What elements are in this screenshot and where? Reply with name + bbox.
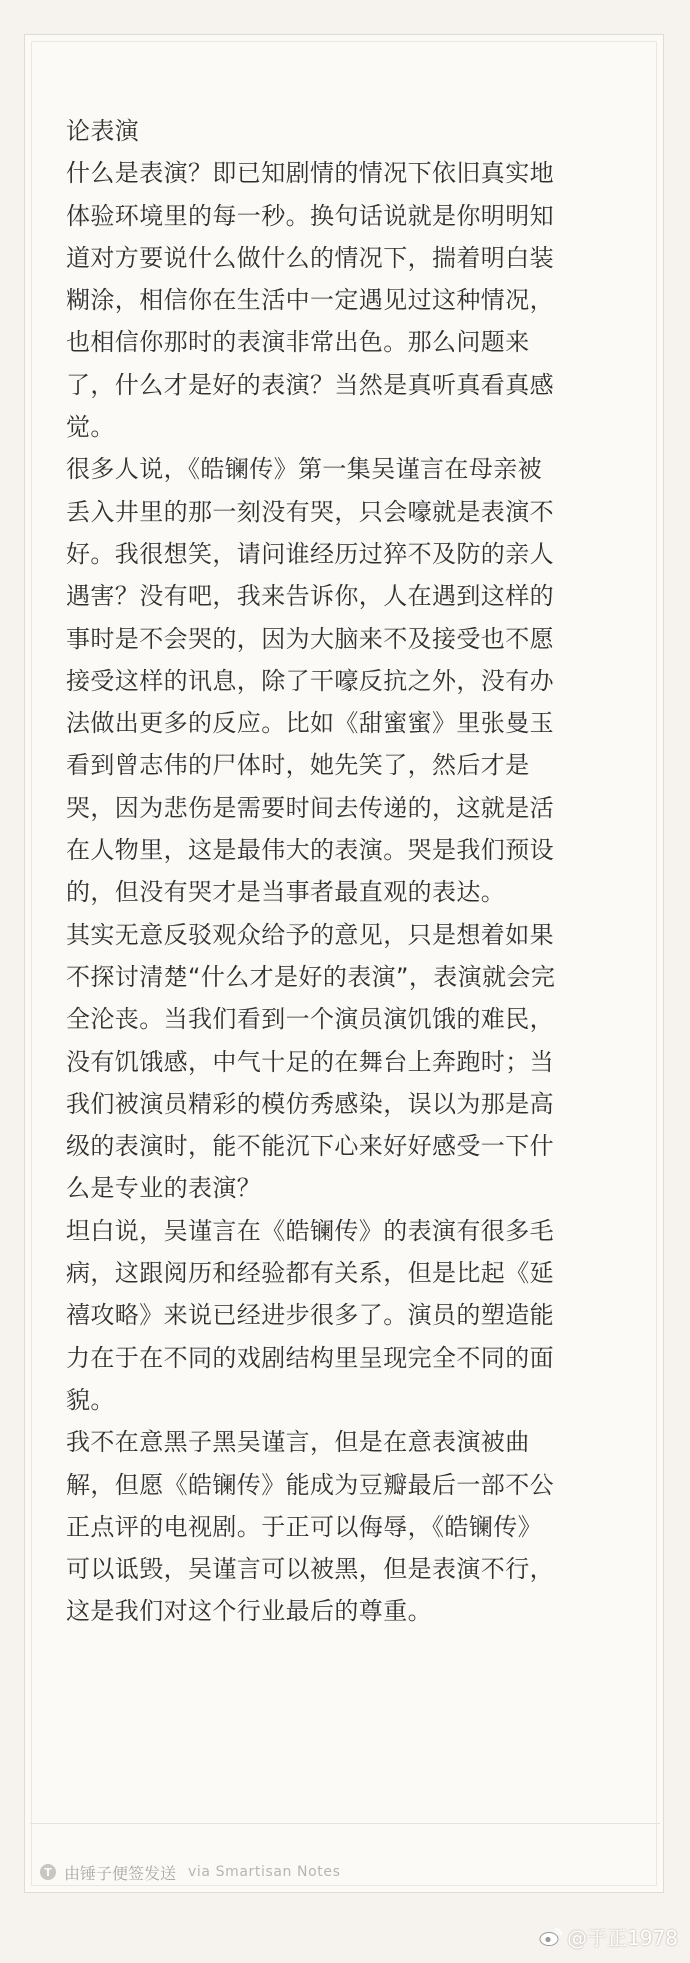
- note-paragraph: 其实无意反驳观众给予的意见，只是想着如果 不探讨清楚“什么才是好的表演”，表演就会完 全沦丧。当我们看到一个演员演饥饿的难民， 没有饥饿感，中气十足的在舞台上奔跑时；当 我们被演员精彩的模仿秀感染，误以为那是高 级的表演时，能不能沉下心来好好感受一下什 么是专业的表演？: [66, 920, 556, 1203]
- watermark-handle: @于正1978: [567, 1926, 678, 1950]
- note-paragraph: 我不在意黑子黑吴谨言，但是在意表演被曲 解，但愿《皓镧传》能成为豆瓣最后一部不公 正点评的电视剧。于正可以侮辱，《皓镧传》 可以诋毁，吴谨言可以被黑，但是表演不行， 这是我们对这个行业最后的尊重。: [66, 1428, 554, 1626]
- note-title: 论表演: [66, 117, 140, 145]
- via-smartisan-label: via Smartisan Notes: [188, 1864, 341, 1880]
- sent-via-label: 由锤子便签发送: [64, 1863, 177, 1883]
- note-icon: T: [40, 1864, 56, 1880]
- weibo-icon: [539, 1927, 563, 1947]
- note-paragraph: 坦白说，吴谨言在《皓镧传》的表演有很多毛 病，这跟阅历和经验都有关系，但是比起《延 禧攻略》来说已经进步很多了。演员的塑造能 力在于在不同的戏剧结构里呈现完全不同的面 貌。: [66, 1216, 554, 1414]
- note-paragraph: 什么是表演？即已知剧情的情况下依旧真实地 体验环境里的每一秒。换句话说就是你明明知 道对方要说什么做什么的情况下，揣着明白装 糊涂，相信你在生活中一定遇见过这种情况， 也相信你那时的表演非常出色。那么问题来 了，什么才是好的表演？当然是真听真看真感 觉。: [66, 159, 554, 442]
- note-content: [66, 110, 626, 1633]
- footer-divider: [30, 1823, 660, 1824]
- weibo-watermark: [539, 1922, 678, 1951]
- footer: [40, 1860, 341, 1884]
- note-paragraph: 很多人说，《皓镧传》第一集吴谨言在母亲被 丢入井里的那一刻没有哭，只会嚎就是表演不 好。我很想笑，请问谁经历过猝不及防的亲人 遇害？没有吧，我来告诉你，人在遇到这样的 事时是不会哭的，因为大脑来不及接受也不愿 接受这样的讯息，除了干嚎反抗之外，没有办 法做出更多的反应。比如《甜蜜蜜》里张曼玉 看到曾志伟的尸体时，她先笑了，然后才是 哭，因为悲伤是需要时间去传递的，这就是活 在人物里，这是最伟大的表演。哭是我们预设 的，但没有哭才是当事者最直观的表达。: [66, 455, 554, 907]
